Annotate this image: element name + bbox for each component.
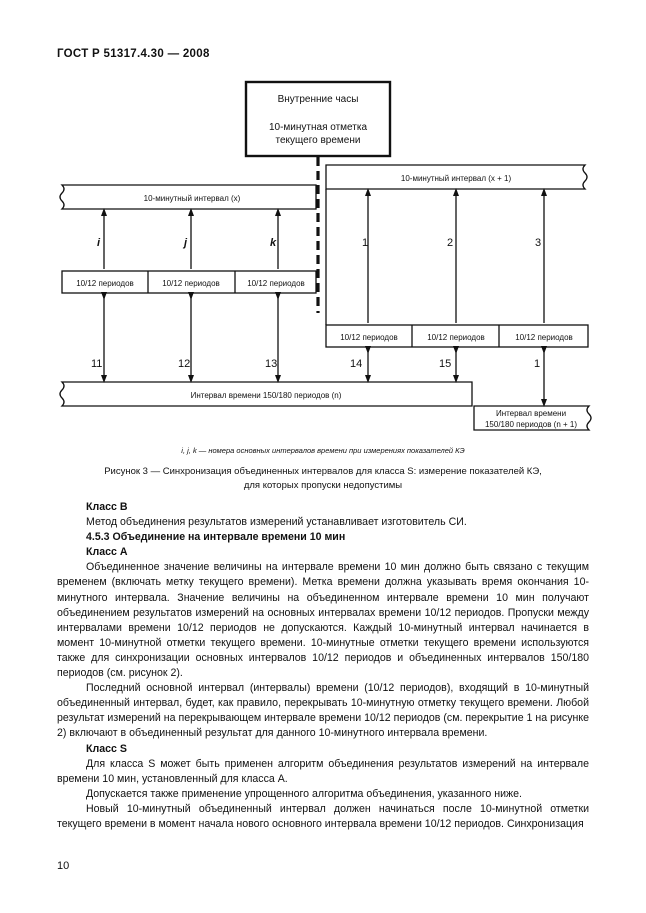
section-heading: 4.5.3 Объединение на интервале времени 10 мин (86, 531, 346, 544)
interval-n-label: Интервал времени 150/180 периодов (n) (190, 391, 342, 400)
letter-i: i (97, 237, 101, 249)
num-1: 1 (362, 237, 369, 249)
num-11: 11 (91, 358, 103, 370)
figure-caption-line1: Рисунок 3 — Синхронизация объединенных интервалов для класса S: измерение показателей КЭ, (104, 466, 542, 477)
class-a-heading: Класс А (86, 546, 128, 559)
paragraph-3: Для класса S может быть применен алгоритм объединения результатов измерений на интервале времени 10 мин, установленный для класса А. (57, 757, 589, 785)
paragraph-1: Объединенное значение величины на интервале времени 10 мин должно быть связано с текущим временем (включать метку текущего времени). Метка времени должна указывать время окончания 10-минутного интервала. Значение величины на объединенном интервале времени 10 мин получают объединением результатов измерений на основных интервалах времени 10/12 периодов. Пропуски между интервалами времени 10/12 периодов не допускаются. Каждый 10-минутный интервал начинается в момент 10-минутной отметки текущего времени. 10-минутные отметки текущего времени используются также для синхронизации основных интервалов 10/12 периодов и объединенных интервалов 150/180 периодов (см. рисунок 2). (57, 561, 589, 680)
paragraph-5: Новый 10-минутный объединенный интервал должен начинаться после 10-минутной отметки текущего времени в момент начала нового основного интервала времени 10/12 периодов. Синхронизация (57, 802, 589, 830)
document-header: ГОСТ Р 51317.4.30 — 2008 (57, 48, 210, 60)
num-12: 12 (178, 358, 191, 370)
figure-caption-line2: для которых пропуски недопустимы (243, 480, 403, 491)
period-cell-1: 10/12 периодов (76, 279, 134, 288)
figure-legend: i, j, k — номера основных интервалов времени при измерениях показателей КЭ (181, 446, 465, 455)
period-cell-4: 10/12 периодов (340, 333, 398, 342)
interval-n1-line2: 150/180 периодов (n + 1) (484, 420, 578, 429)
body-text (57, 500, 589, 832)
interval-x1-label: 10-минутный интервал (x + 1) (400, 174, 512, 183)
num-13: 13 (265, 358, 278, 370)
class-b-text: Метод объединения результатов измерений устанавливает изготовитель СИ. (86, 516, 467, 529)
paragraph-2: Последний основной интервал (интервалы) времени (10/12 периодов), входящий в 10-минутный объединенный интервал, будет, как правило, перекрывать 10-минутную отметку текущего времени. Любой результат измерений на перекрывающем интервале времени 10/12 периодов (см. перекрытие 1 на рисунке 2) включают в объединенный результат для данного 10-минутного интервала времени. (57, 682, 589, 740)
clock-mark-line1: 10-минутная отметка (268, 122, 368, 133)
class-b-heading: Класс В (86, 501, 128, 513)
interval-x-label: 10-минутный интервал (x) (143, 194, 241, 203)
num-2: 2 (447, 237, 454, 249)
paragraph-4: Допускается также применение упрощенного алгоритма объединения, указанного ниже. (86, 787, 522, 800)
letter-k: k (270, 237, 277, 249)
period-cell-6: 10/12 периодов (515, 333, 573, 342)
period-cell-3: 10/12 периодов (247, 279, 305, 288)
num-1-next: 1 (534, 358, 541, 370)
page-number: 10 (57, 860, 70, 872)
num-14: 14 (350, 358, 363, 370)
num-15: 15 (439, 358, 452, 370)
letter-j: j (184, 237, 188, 249)
clock-title: Внутренние часы (277, 94, 359, 105)
period-cell-5: 10/12 периодов (427, 333, 485, 342)
period-cell-2: 10/12 периодов (162, 279, 220, 288)
clock-mark-line2: текущего времени (275, 135, 361, 146)
interval-n1-line1: Интервал времени (495, 409, 567, 418)
num-3: 3 (535, 237, 542, 249)
class-s-heading: Класс S (86, 742, 127, 755)
